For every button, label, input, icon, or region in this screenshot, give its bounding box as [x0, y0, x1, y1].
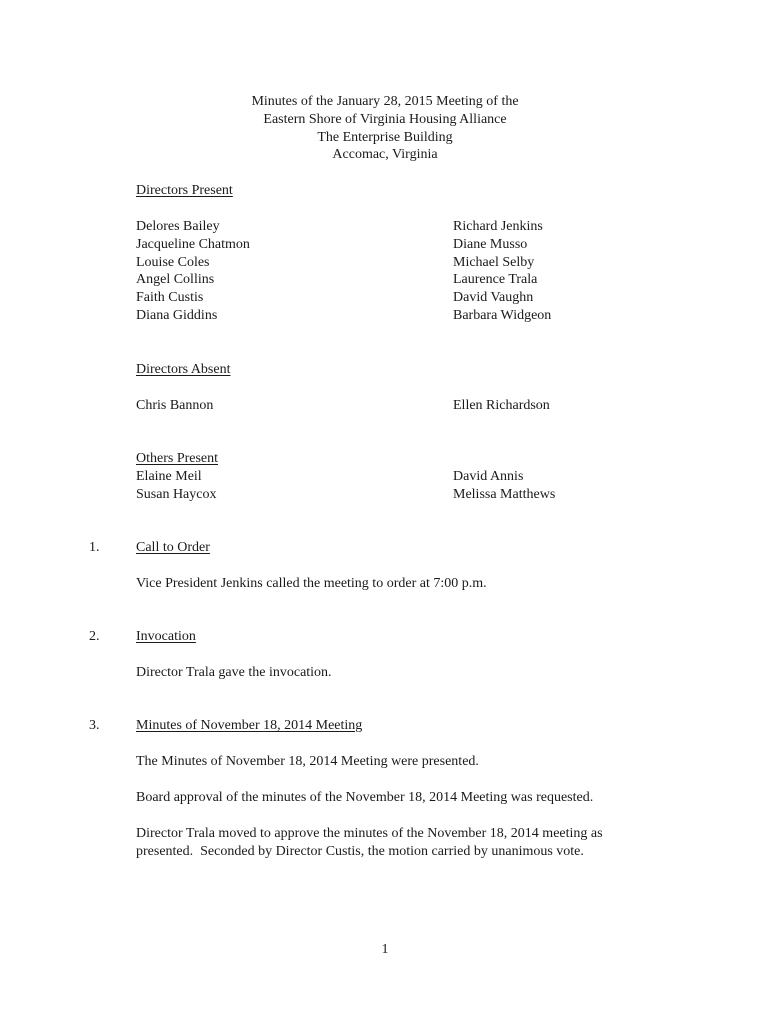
director-absent-name: Ellen Richardson	[453, 398, 550, 413]
item-paragraph: Director Trala moved to approve the minutes of the November 18, 2014 meeting as	[136, 826, 603, 841]
item-paragraph: Vice President Jenkins called the meeting to order at 7:00 p.m.	[136, 576, 487, 591]
others-present-heading: Others Present	[136, 451, 219, 466]
director-present-name: Michael Selby	[453, 255, 535, 270]
director-present-name: Jacqueline Chatmon	[136, 237, 250, 252]
other-present-name: Susan Haycox	[136, 487, 217, 502]
director-present-name: Diane Musso	[453, 237, 528, 252]
item-paragraph: Board approval of the minutes of the November 18, 2014 Meeting was requested.	[136, 790, 594, 805]
item-title-minutes: Minutes of November 18, 2014 Meeting	[136, 718, 363, 733]
item-title-call-to-order: Call to Order	[136, 540, 210, 555]
director-present-name: David Vaughn	[453, 290, 534, 305]
item-number: 1.	[89, 540, 100, 555]
director-absent-name: Chris Bannon	[136, 398, 214, 413]
item-paragraph: presented. Seconded by Director Custis, the motion carried by unanimous vote.	[136, 844, 584, 859]
director-present-name: Faith Custis	[136, 290, 204, 305]
item-number: 2.	[89, 629, 100, 644]
page-number: 1	[381, 942, 389, 957]
item-number: 3.	[89, 718, 100, 733]
directors-absent-heading: Directors Absent	[136, 362, 231, 377]
director-present-name: Delores Bailey	[136, 219, 220, 234]
director-present-name: Diana Giddins	[136, 308, 218, 323]
header-line-venue: The Enterprise Building	[317, 129, 453, 145]
item-paragraph: Director Trala gave the invocation.	[136, 665, 332, 680]
other-present-name: Melissa Matthews	[453, 487, 556, 502]
director-present-name: Angel Collins	[136, 272, 215, 287]
header-line-title: Minutes of the January 28, 2015 Meeting of the	[251, 94, 519, 109]
other-present-name: David Annis	[453, 469, 524, 484]
item-paragraph: The Minutes of November 18, 2014 Meeting were presented.	[136, 754, 479, 769]
header-line-organization: Eastern Shore of Virginia Housing Alliance	[263, 111, 507, 127]
document-header	[0, 93, 770, 164]
header-line-location: Accomac, Virginia	[332, 147, 438, 163]
director-present-name: Louise Coles	[136, 255, 210, 270]
directors-present-heading: Directors Present	[136, 183, 233, 198]
director-present-name: Barbara Widgeon	[453, 308, 552, 323]
director-present-name: Laurence Trala	[453, 272, 538, 287]
other-present-name: Elaine Meil	[136, 469, 202, 484]
director-present-name: Richard Jenkins	[453, 219, 543, 234]
item-title-invocation: Invocation	[136, 629, 196, 644]
